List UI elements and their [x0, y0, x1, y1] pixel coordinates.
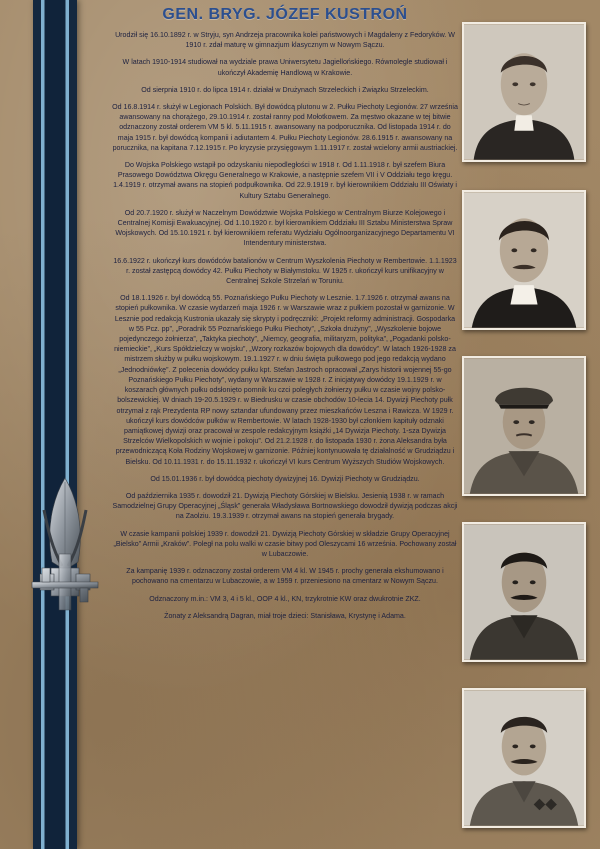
military-badge-icon: [22, 470, 108, 630]
portrait-photo-uniform: [462, 522, 586, 662]
biography-text: [112, 30, 458, 845]
portrait-photo-young: [462, 22, 586, 162]
paragraph: W latach 1910-1914 studiował na wydziale prawa Uniwersytetu Jagiellońskiego. Równolegle studiował i ukończył Akademię Handlową w Krakowie.: [122, 58, 448, 77]
ribbon-band: [33, 0, 77, 849]
paragraph: Urodził się 16.10.1892 r. w Stryju, syn Andrzeja pracownika kolei państwowych i Magdaleny z Fedoryków. W 1910 r. zdał maturę w gimnazjum klasycznym w Nowym Sączu.: [115, 31, 455, 50]
paragraph: W czasie kampanii polskiej 1939 r. dowodził 21. Dywizją Piechoty Górskiej w składzie Grupy Operacyjnej „Bielsko” Armii „Kraków”. Poległ na polu walki w czasie bitwy pod Oleszycami 16 września. Pochowany został w Lubaczowie.: [113, 529, 457, 558]
paragraph: Od 20.7.1920 r. służył w Naczelnym Dowództwie Wojska Polskiego w Centralnym Biurze Kolejowego i Centralnej Komisji Ewakuacyjnej. Od 1.10.1920 r. był kierownikiem Oddziału III Sztabu Ministerstwa Spraw Wojskowych. Od 15.10.1921 r. był kierownikiem referatu Wydziału Ogólnoorganizacyjnego Departamentu VI Intendentury ministerstwa.: [115, 208, 455, 248]
portrait-photo-mustache: [462, 190, 586, 330]
portrait-column: [462, 22, 590, 837]
decorative-ribbon: [0, 0, 110, 849]
paragraph: Odznaczony m.in.: VM 3, 4 i 5 kl., OOP 4 kl., KN, trzykrotnie KW oraz dwukrotnie ZKZ.: [149, 594, 421, 603]
paragraph: Od sierpnia 1910 r. do lipca 1914 r. działał w Drużynach Strzeleckich i Związku Strzeleckim.: [141, 85, 429, 94]
page-title: GEN. BRYG. JÓZEF KUSTROŃ: [162, 6, 408, 23]
paragraph: Żonaty z Aleksandrą Dagran, miał troje dzieci: Stanisława, Krystynę i Adama.: [164, 611, 406, 620]
paragraph: Od 16.8.1914 r. służył w Legionach Polskich. Był dowódcą plutonu w 2. Pułku Piechoty Legionów. 27 września awansowany na chorążego, 29.10.1914 r. został ranny pod Mołotkowem. Za męstwo okazane w tej bitwie odznaczony został orderem VM 5 kl. 5.11.1915 r. awansowany na podporucznika. Od listopada 1914 r. do maja 1915 r. był dowódcą kompanii i adiutantem 4. Pułku Piechoty Legionów. 28.6.1915 r. awansowany na porucznika, na kapitana 7.12.1915 r. Po kryzysie przysięgowym 1.11.1917 r. został wcielony armii austriackiej.: [112, 103, 458, 152]
paragraph: 16.6.1922 r. ukończył kurs dowódców batalionów w Centrum Wyszkolenia Piechoty w Rembertowie. 1.1.1923 r. został zastępcą dowódcy 42. Pułku Piechoty w Białymstoku. W 1925 r. ukończył kurs unifikacyjny w Centralnej Szkole Strzelań w Toruniu.: [113, 256, 457, 286]
paragraph: Od 18.1.1926 r. był dowódcą 55. Poznańskiego Pułku Piechoty w Lesznie. 1.7.1926 r. otrzymał awans na stopień pułkownika. W czasie wydarzeń maja 1926 r. w Warszawie wraz z pułkiem pozostał w garnizonie. W Lesznie pod redakcją Kustronia ukazały się skrypty i podręczniki: „Projekt reformy administracji. Gospodarka w 55 Pcz. pp”, „Poradnik 55 Poznańskiego Pułku Piechoty”, „Szkoła drużyny”, „Wyszkolenie bojowe pojedynczego żołnierza”, „Taktyka piechoty”, „Niemcy, geografia, militaryzm, polityka”, „Pogadanki polsko-niemieckie”, „Kurs Spółdzielczy w wojsku”, „Wzory rozkazów bojowych dla dowódcy”. W latach 1926-1928 za mistrzem służby w pułku wojskowym. 19.1.1927 r. w dniu święta pułkowego pod jego redakcją wydano „Jednodniówkę”. Z polecenia dowódcy pułku kpt. Stefan Jastroch opracował „Zarys historii wojennej 55-go Poznańskiego Pułku Piechoty”, wydany w Warszawie w 1928 r. Z inicjatywy dowódcy 19.1.1929 r. w koszarach głównych pułku odsłonięto pomnik ku czci poległych żołnierzy pułku w czasie wojny polsko-bolszewickiej. W dniach 19-20.5.1929 r. w Biedrusku w czasie obchodów 10-lecia 14. Dywizji Piechoty pułk otrzymał z rąk Prezydenta RP nowy sztandar ufundowany przez mieszkańców Leszna i Rawicza. W 1929 r. ukończył kurs dowódców pułków w Rembertowie. W latach 1928-1930 był członkiem kapituły odznaki pamiątkowej dywizji oraz pracował w zespole redakcyjnym książki „14 Dywizja Piechoty. 1-sza Dywizja Strzelców Wielkopolskich w wojnie i pokoju”. Od 21.2.1928 r. do listopada 1930 r. żona Aleksandra była przewodniczącą Koła Rodziny Wojskowej w garnizonie. Później kontynuowała tę działalność w Grudziądzu i Bielsku. Od 10.11.1931 r. do 15.11.1932 r. ukończył VI kurs Centrum Wyższych Studiów Wojskowych.: [114, 294, 456, 466]
portrait-photo-general: [462, 688, 586, 828]
paragraph: Od października 1935 r. dowodził 21. Dywizją Piechoty Górskiej w Bielsku. Jesienią 1938 r. w ramach Samodzielnej Grupy Operacyjnej „Śląsk” generała Władysława Bortnowskiego dowodził dywizją podczas akcji na Zaolziu. 19.3.1939 r. otrzymał awans na stopień generała brygady.: [112, 491, 458, 521]
paragraph: Za kampanię 1939 r. odznaczony został orderem VM 4 kl. W 1945 r. prochy generała ekshumowano i pochowano na cmentarzu w Lubaczowie, a w 1959 r. przeniesiono na cmentarz w Nowym Sączu.: [126, 567, 444, 586]
paragraph: Do Wojska Polskiego wstąpił po odzyskaniu niepodległości w 1918 r. Od 1.11.1918 r. był szefem Biura Prasowego Dowództwa Okręgu Generalnego w Krakowie, a następnie szefem VII i V Oddziału tego kręgu. 1.4.1919 r. otrzymał awans na stopień podpułkownika. Od 22.9.1919 r. był kierownikiem Oddziału III Oświaty i Kultury Sztabu Generalnego.: [113, 161, 457, 200]
paragraph: Od 15.01.1936 r. był dowódcą piechoty dywizyjnej 16. Dywizji Piechoty w Grudziądzu.: [150, 474, 420, 483]
portrait-photo-uniform-cap: [462, 356, 586, 496]
